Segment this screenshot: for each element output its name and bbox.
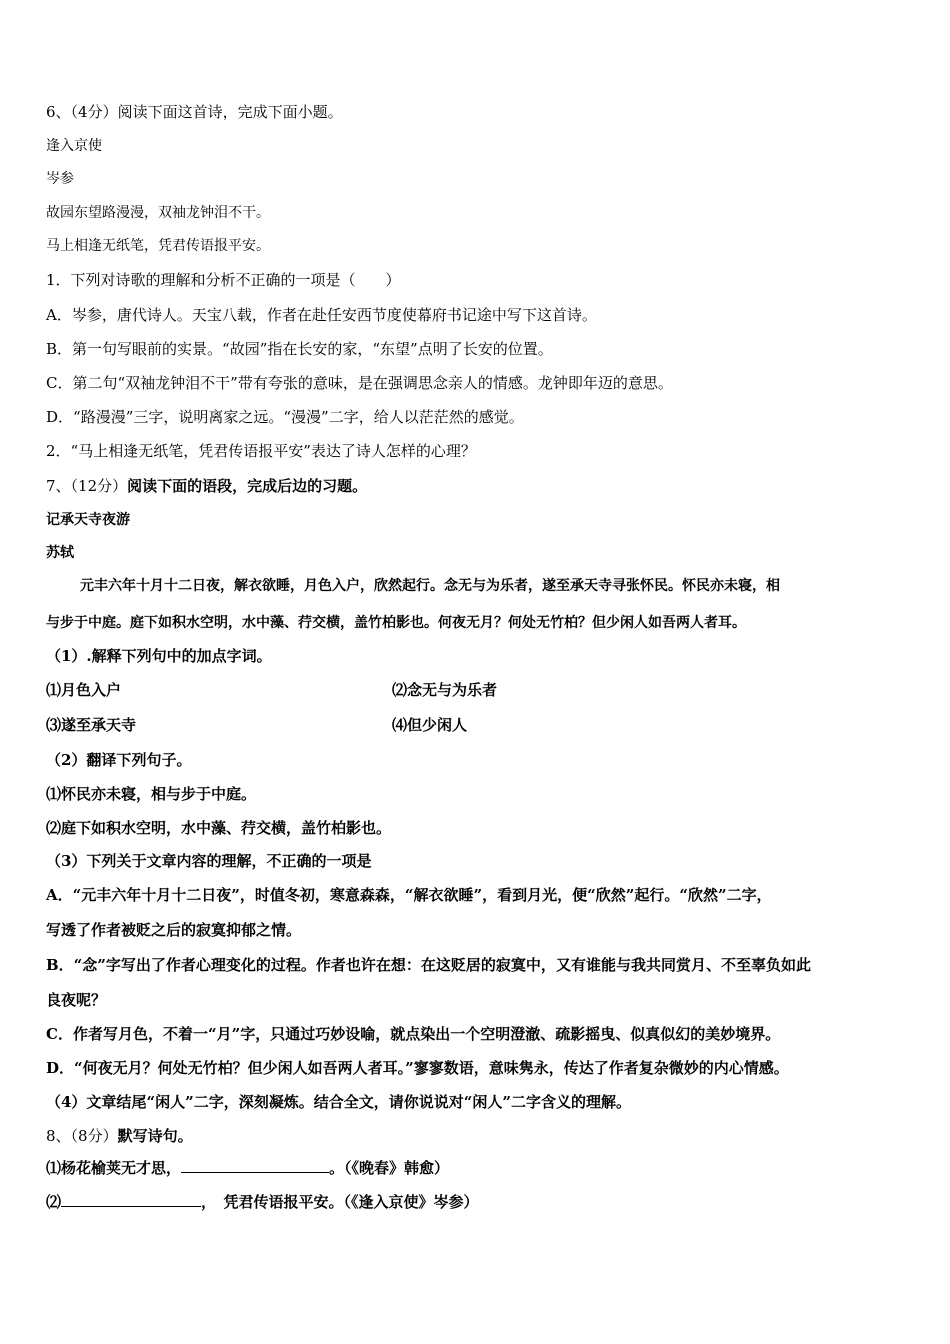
q7-option-c: C．作者写月色，不着一“月”字，只通过巧妙设喻，就点染出一个空明澄澈、疏影摇曳、似真似幻的美妙境界。 <box>46 1025 781 1043</box>
q7-sub1-item-c: ⑶遂至承天寺 <box>46 716 137 734</box>
q8-header-num: 8、（8分） <box>46 1127 118 1145</box>
q6-sub1: 1．下列对诗歌的理解和分析不正确的一项是（ ） <box>46 271 401 289</box>
q7-header <box>46 476 367 496</box>
q7-sub3: （3）下列关于文章内容的理解，不正确的一项是 <box>46 852 372 870</box>
answer-blank-1[interactable] <box>181 1158 329 1173</box>
q7-sub1-item-a: ⑴月色入户 <box>46 681 122 699</box>
q7-sub2-item-a: ⑴怀民亦未寝，相与步于中庭。 <box>46 785 257 803</box>
q7-sub1-item-b: ⑵念无与为乐者 <box>392 681 498 699</box>
poem-author: 岑参 <box>46 171 74 187</box>
q8-line-1 <box>46 1158 449 1178</box>
poem-line-2: 马上相逢无纸笔，凭君传语报平安。 <box>46 238 270 254</box>
q8-header-text: 默写诗句。 <box>117 1127 193 1145</box>
q7-title: 记承天寺夜游 <box>46 512 130 528</box>
q7-para-line-1: 元丰六年十月十二日夜，解衣欲睡，月色入户，欣然起行。念无与为乐者，遂至承天寺寻张怀民。怀民亦未寝，相 <box>80 578 780 594</box>
q7-option-a-line-2: 写透了作者被贬之后的寂寞抑郁之情。 <box>46 921 302 939</box>
q7-header-num: 7、（12分） <box>46 477 128 495</box>
q7-para-line-2: 与步于中庭。庭下如积水空明，水中藻、荇交横，盖竹柏影也。何夜无月？何处无竹柏？但少闲人如吾两人者耳。 <box>46 615 746 631</box>
q6-sub2: 2．“马上相逢无纸笔，凭君传语报平安”表达了诗人怎样的心理？ <box>46 442 476 460</box>
q6-option-b: B．第一句写眼前的实景。“故园”指在长安的家，“东望”点明了长安的位置。 <box>46 340 553 358</box>
answer-blank-2[interactable] <box>61 1192 201 1207</box>
poem-line-1: 故园东望路漫漫，双袖龙钟泪不干。 <box>46 205 270 221</box>
poem-title: 逢入京使 <box>46 138 102 154</box>
q7-sub1-item-d: ⑷但少闲人 <box>392 716 468 734</box>
q8-header <box>46 1126 193 1146</box>
q7-option-d: D．“何夜无月？何处无竹柏？但少闲人如吾两人者耳。”寥寥数语，意味隽永，传达了作者复杂微妙的内心情感。 <box>46 1059 789 1077</box>
q7-sub1: （1）.解释下列句中的加点字词。 <box>46 647 272 665</box>
q6-header: 6、（4分）阅读下面这首诗，完成下面小题。 <box>46 103 343 121</box>
q6-option-d: D．“路漫漫”三字，说明离家之远。“漫漫”二字，给人以茫茫然的感觉。 <box>46 408 524 426</box>
q8-line-1-suffix: 。（《晚春》韩愈） <box>329 1159 450 1177</box>
q8-line-1-prefix: ⑴杨花榆荚无才思， <box>46 1159 182 1177</box>
q7-option-b-line-1: B．“念”字写出了作者心理变化的过程。作者也许在想：在这贬居的寂寞中，又有谁能与我共同赏月、不至辜负如此 <box>46 956 811 974</box>
q7-sub2: （2）翻译下列句子。 <box>46 751 192 769</box>
q7-sub4: （4）文章结尾“闲人”二字，深刻凝炼。结合全文，请你说说对“闲人”二字含义的理解。 <box>46 1093 631 1111</box>
q7-option-b-line-2: 良夜呢？ <box>46 991 107 1009</box>
q7-sub2-item-b: ⑵庭下如积水空明，水中藻、荇交横，盖竹柏影也。 <box>46 819 392 837</box>
q8-line-2-prefix: ⑵ <box>46 1193 62 1211</box>
q6-option-c: C．第二句“双袖龙钟泪不干”带有夸张的意味，是在强调思念亲人的情感。龙钟即年迈的意思。 <box>46 374 673 392</box>
q7-author: 苏轼 <box>46 545 74 561</box>
q6-option-a: A．岑参，唐代诗人。天宝八载，作者在赴任安西节度使幕府书记途中写下这首诗。 <box>46 306 597 324</box>
q8-line-2-suffix: ， 凭君传语报平安。（《逢入京使》岑参） <box>201 1193 479 1211</box>
q7-header-text: 阅读下面的语段，完成后边的习题。 <box>127 477 368 495</box>
q8-line-2 <box>46 1192 479 1212</box>
q7-option-a-line-1: A．“元丰六年十月十二日夜”，时值冬初，寒意森森，“解衣欲睡”，看到月光，便“欣然”起行。“欣然”二字， <box>46 886 772 904</box>
